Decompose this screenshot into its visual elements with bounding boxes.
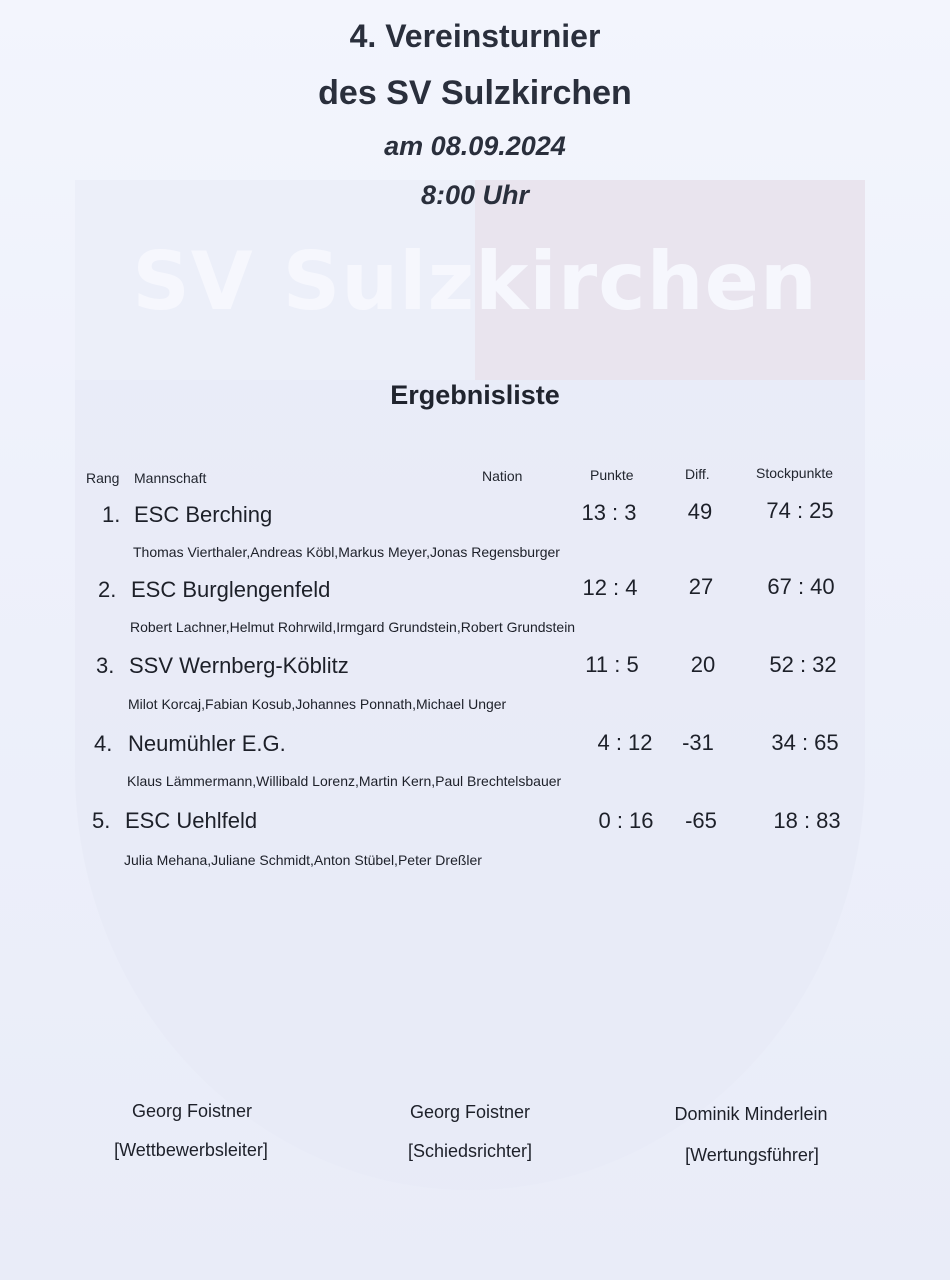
rank-1: 1. <box>102 502 121 527</box>
diff-3: 20 <box>690 652 716 677</box>
rank-2: 2. <box>98 577 117 602</box>
points-3: 11 : 5 <box>585 652 639 677</box>
signature-name-scorekeeper: Dominik Minderlein <box>674 1104 828 1124</box>
col-rank: Rang <box>86 470 120 486</box>
team-3: SSV Wernberg-Köblitz <box>129 653 349 678</box>
signature-role-referee: [Schiedsrichter] <box>407 1141 533 1161</box>
points-4: 4 : 12 <box>597 730 653 755</box>
col-diff: Diff. <box>685 466 710 482</box>
signature-name-referee: Georg Foistner <box>409 1102 531 1122</box>
section-title: Ergebnisliste <box>390 380 560 410</box>
players-4: Klaus Lämmermann,Willibald Lorenz,Martin Kern,Paul Brechtelsbauer <box>127 773 562 789</box>
col-stockpoints: Stockpunkte <box>756 465 834 481</box>
players-2: Robert Lachner,Helmut Rohrwild,Irmgard Grundstein,Robert Grundstein <box>130 619 576 635</box>
rank-3: 3. <box>96 653 115 678</box>
signature-role-competition-director: [Wettbewerbsleiter] <box>114 1140 268 1160</box>
diff-2: 27 <box>688 574 714 599</box>
title-line-2: des SV Sulzkirchen <box>318 74 632 112</box>
points-1: 13 : 3 <box>581 500 637 525</box>
col-team: Mannschaft <box>134 470 207 486</box>
team-2: ESC Burglengenfeld <box>131 577 331 602</box>
team-1: ESC Berching <box>134 502 273 527</box>
stock-4: 34 : 65 <box>771 730 839 755</box>
diff-4: -31 <box>682 730 714 755</box>
diff-1: 49 <box>687 499 713 524</box>
event-date: am 08.09.2024 <box>384 131 566 161</box>
players-3: Milot Korcaj,Fabian Kosub,Johannes Ponnath,Michael Unger <box>128 696 507 712</box>
players-1: Thomas Vierthaler,Andreas Köbl,Markus Meyer,Jonas Regensburger <box>133 544 560 560</box>
points-5: 0 : 16 <box>598 808 654 833</box>
players-5: Julia Mehana,Juliane Schmidt,Anton Stübel,Peter Dreßler <box>124 852 482 868</box>
event-time: 8:00 Uhr <box>420 180 530 210</box>
rank-5: 5. <box>92 808 111 833</box>
signature-role-scorekeeper: [Wertungsführer] <box>685 1145 819 1165</box>
diff-5: -65 <box>685 808 717 833</box>
col-nation: Nation <box>482 468 523 484</box>
stock-5: 18 : 83 <box>773 808 841 833</box>
stock-3: 52 : 32 <box>769 652 837 677</box>
points-2: 12 : 4 <box>582 575 638 600</box>
stock-2: 67 : 40 <box>767 574 835 599</box>
signature-name-competition-director: Georg Foistner <box>131 1101 253 1121</box>
team-5: ESC Uehlfeld <box>125 808 258 833</box>
stock-1: 74 : 25 <box>766 498 834 523</box>
col-points: Punkte <box>590 467 634 483</box>
watermark-text: SV Sulzkirchen <box>132 235 818 328</box>
title-line-1: 4. Vereinsturnier <box>349 18 601 54</box>
rank-4: 4. <box>94 731 113 756</box>
team-4: Neumühler E.G. <box>128 731 286 756</box>
